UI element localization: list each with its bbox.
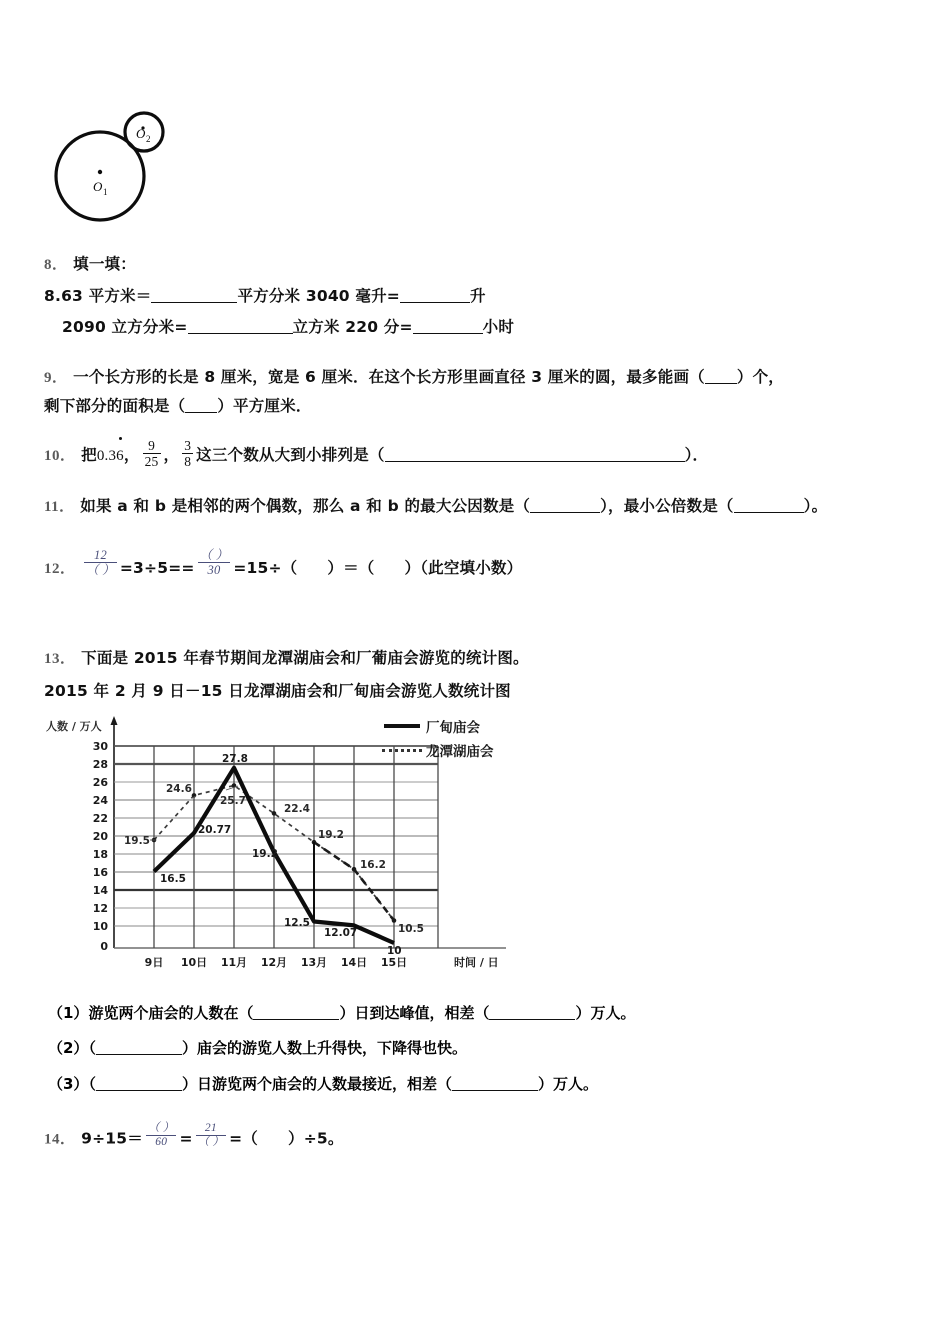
svg-text:10.5: 10.5 [398, 923, 424, 935]
subquestion-3-text-a: （ [88, 1074, 96, 1093]
question-8-blank-3[interactable] [188, 318, 293, 334]
q12-fraction-1-denominator: （ ） [86, 563, 115, 577]
question-11-text-a: 如果 a 和 b 是相邻的两个偶数，那么 a 和 b 的最大公因数是（ [80, 497, 531, 515]
svg-text:10日: 10日 [180, 956, 208, 969]
question-8 [44, 252, 924, 343]
legend-solid-line-icon [382, 720, 422, 732]
question-9-text-b: ）个， [736, 368, 784, 386]
small-circle-label-sub: 2 [146, 134, 151, 144]
small-circle-label: O [136, 126, 146, 141]
question-12-text-c: ）＝（ [327, 558, 375, 577]
question-11 [44, 494, 934, 519]
question-8-blank-4[interactable] [413, 318, 483, 334]
svg-text:22: 22 [92, 812, 108, 825]
y-axis-tick-labels [93, 740, 109, 953]
q12-fraction-2-denominator: 30 [198, 562, 231, 577]
q12-fraction-2-numerator: （ ） [199, 548, 229, 562]
svg-text:14: 14 [92, 884, 108, 897]
circles-svg [48, 92, 238, 222]
legend-label-longtanhu: 龙潭湖庙会 [426, 744, 494, 760]
question-8-number: 8． [44, 257, 68, 273]
question-10-blank-1[interactable] [385, 446, 685, 462]
subquestion-1-text-b: ）日到达峰值，相差（ [339, 1004, 490, 1022]
q12-fraction-1-numerator: 12 [94, 548, 107, 562]
fraction-21-over-blank [196, 1122, 226, 1149]
svg-text:12: 12 [92, 902, 108, 915]
svg-text:26: 26 [92, 776, 108, 789]
svg-text:19.5: 19.5 [124, 835, 150, 847]
fraction-blank-over-60 [146, 1122, 176, 1149]
svg-text:16.2: 16.2 [360, 859, 386, 871]
question-8-line2-a: 2090 立方分米= [62, 318, 188, 336]
svg-text:24.6: 24.6 [166, 783, 192, 795]
question-9-number: 9． [44, 370, 68, 386]
svg-text:11月: 11月 [220, 956, 248, 969]
svg-text:12.07: 12.07 [324, 927, 358, 939]
question-14-eq1: = [179, 1129, 193, 1148]
x-axis-label: 时间 / 日 [454, 956, 499, 969]
svg-text:27.8: 27.8 [222, 753, 248, 765]
question-13-number: 13． [44, 651, 76, 667]
subquestion-1-text-a: 游览两个庙会的人数在（ [88, 1004, 254, 1022]
question-14-number: 14． [44, 1131, 76, 1148]
x-axis-tick-labels [145, 956, 407, 969]
legend-dotted-line-icon [382, 744, 422, 756]
question-14-blank-1[interactable] [258, 1131, 288, 1146]
question-8-line1-b: 平方分米 3040 毫升= [237, 287, 400, 305]
svg-text:12.5: 12.5 [284, 917, 310, 929]
subquestion-2-blank-1[interactable] [96, 1040, 182, 1055]
question-14-text-a: 9÷15＝ [81, 1129, 143, 1148]
svg-text:9日: 9日 [144, 956, 164, 969]
svg-text:20: 20 [92, 830, 108, 843]
question-9-blank-1[interactable] [705, 368, 737, 384]
q14-fraction-1-numerator: （ ） [147, 1122, 175, 1134]
subquestion-3-text-b: ）日游览两个庙会的人数最接近，相差（ [181, 1074, 452, 1093]
chart-title-text: 2015 年 2 月 9 日－15 日龙潭湖庙会和厂甸庙会游览人数统计图 [44, 682, 511, 700]
question-8-line1-a: 8.63 平方米＝ [44, 287, 152, 305]
svg-text:28: 28 [92, 758, 108, 771]
repeat-dot [119, 437, 122, 440]
question-8-prompt: 填一填： [73, 255, 136, 273]
subquestion-3-blank-2[interactable] [452, 1075, 538, 1090]
question-12-blank-2[interactable] [374, 560, 404, 575]
tangent-circles-figure [48, 92, 238, 222]
legend-label-changdian: 厂甸庙会 [426, 720, 480, 736]
question-9-text-c: 剩下部分的面积是（ [44, 397, 186, 416]
question-12-blank-1[interactable] [297, 560, 327, 575]
subquestion-3 [48, 1067, 938, 1102]
svg-text:13月: 13月 [300, 956, 328, 969]
question-10-text-b: 这三个数从大到小排列是（ [196, 446, 385, 465]
subquestion-1-blank-1[interactable] [253, 1005, 339, 1020]
subquestion-1-label: （1） [48, 1004, 89, 1022]
question-11-blank-1[interactable] [530, 497, 600, 513]
legend-item-longtanhu [382, 738, 552, 762]
subquestion-2-label: （2） [48, 1039, 89, 1058]
svg-text:20.77: 20.77 [198, 824, 232, 836]
fraction-1-numerator: 9 [148, 438, 156, 453]
svg-text:16: 16 [92, 866, 108, 879]
chart-legend [382, 714, 552, 762]
svg-text:15日: 15日 [380, 956, 408, 969]
q14-fraction-2-denominator: （ ） [197, 1135, 225, 1148]
svg-text:19.2: 19.2 [252, 848, 278, 860]
svg-text:30: 30 [92, 740, 108, 753]
q14-fraction-2-numerator: 21 [204, 1122, 217, 1134]
svg-text:0: 0 [100, 940, 108, 953]
svg-text:25.7: 25.7 [220, 795, 246, 807]
question-8-line1-c: 升 [469, 287, 486, 305]
question-12-text-d: ）（此空填小数） [404, 558, 523, 577]
horizontal-gridlines [114, 746, 438, 926]
subquestion-3-text-c: ）万人。 [537, 1074, 598, 1093]
question-12-text-a: =3÷5== [119, 558, 195, 577]
svg-text:22.4: 22.4 [284, 803, 310, 815]
question-9-text-d: ）平方厘米． [217, 397, 312, 416]
svg-text:12月: 12月 [260, 956, 288, 969]
question-8-line2-c: 小时 [482, 318, 515, 336]
repeating-decimal [97, 444, 124, 468]
question-11-number: 11． [44, 499, 75, 515]
y-axis-arrow [111, 716, 118, 725]
question-14 [44, 1122, 934, 1152]
question-10-text-c: ）． [684, 446, 709, 465]
question-8-blank-1[interactable] [151, 287, 237, 303]
svg-text:14日: 14日 [340, 956, 368, 969]
question-10-number: 10． [44, 448, 76, 465]
subquestion-2-text-a: （ [88, 1039, 96, 1058]
question-9-blank-2[interactable] [185, 398, 217, 414]
fraction-9-25 [143, 438, 161, 469]
svg-text:16.5: 16.5 [160, 873, 186, 885]
question-9 [44, 364, 934, 421]
fraction-12-over-blank [84, 548, 117, 577]
subquestion-1-text-c: ）万人。 [575, 1004, 636, 1022]
fraction-3-8 [182, 438, 193, 469]
question-11-text-b: ），最小公倍数是（ [600, 497, 734, 515]
svg-text:19.2: 19.2 [318, 829, 344, 841]
subquestion-1-blank-2[interactable] [489, 1005, 575, 1020]
question-12 [44, 548, 934, 581]
fraction-1-denominator: 25 [144, 454, 159, 470]
question-14-eq2: =（ [229, 1129, 259, 1148]
question-8-blank-2[interactable] [400, 287, 470, 303]
q14-fraction-1-denominator: 60 [146, 1135, 176, 1149]
svg-text:10: 10 [92, 920, 108, 933]
question-14-text-b: ）÷5。 [288, 1129, 344, 1148]
repeating-decimal-value: 0.36 [96, 448, 124, 465]
question-13 [44, 646, 934, 671]
subquestion-1 [48, 996, 938, 1031]
question-11-text-c: ）。 [803, 497, 828, 515]
subquestion-2 [48, 1031, 938, 1066]
svg-text:10: 10 [387, 945, 402, 957]
question-8-line2-b: 立方米 220 分= [292, 318, 413, 336]
svg-text:24: 24 [92, 794, 108, 807]
fraction-2-numerator: 3 [184, 438, 192, 453]
subquestion-3-blank-1[interactable] [96, 1075, 182, 1090]
y-axis-label: 人数 / 万人 [46, 720, 102, 733]
fraction-blank-over-30 [198, 548, 231, 577]
question-13-subquestions [48, 996, 938, 1102]
question-12-number: 12． [44, 560, 76, 577]
legend-item-changdian [382, 714, 552, 738]
big-circle-center-dot [98, 170, 102, 174]
fraction-2-denominator: 8 [184, 454, 192, 470]
svg-text:18: 18 [92, 848, 108, 861]
question-11-blank-2[interactable] [734, 497, 804, 513]
subquestion-2-text-b: ）庙会的游览人数上升得快，下降得也快。 [181, 1039, 467, 1058]
question-13-text: 下面是 2015 年春节期间龙潭湖庙会和厂葡庙会游览的统计图。 [81, 649, 529, 667]
question-10: 10． 把 0.36， $\frac{9}{25}$ ， $\frac{3}{8}$ 这三个数从大到小排列是（ ）． [44, 438, 709, 470]
big-circle-label: O [93, 179, 103, 194]
question-10-text-a: 把 [81, 446, 97, 465]
question-12-text-b: =15÷（ [233, 558, 298, 577]
big-circle-label-sub: 1 [103, 187, 108, 197]
subquestion-3-label: （3） [48, 1074, 89, 1093]
question-9-text-a: 一个长方形的长是 8 厘米，宽是 6 厘米．在这个长方形里画直径 3 厘米的圆，最多能画（ [73, 368, 705, 386]
